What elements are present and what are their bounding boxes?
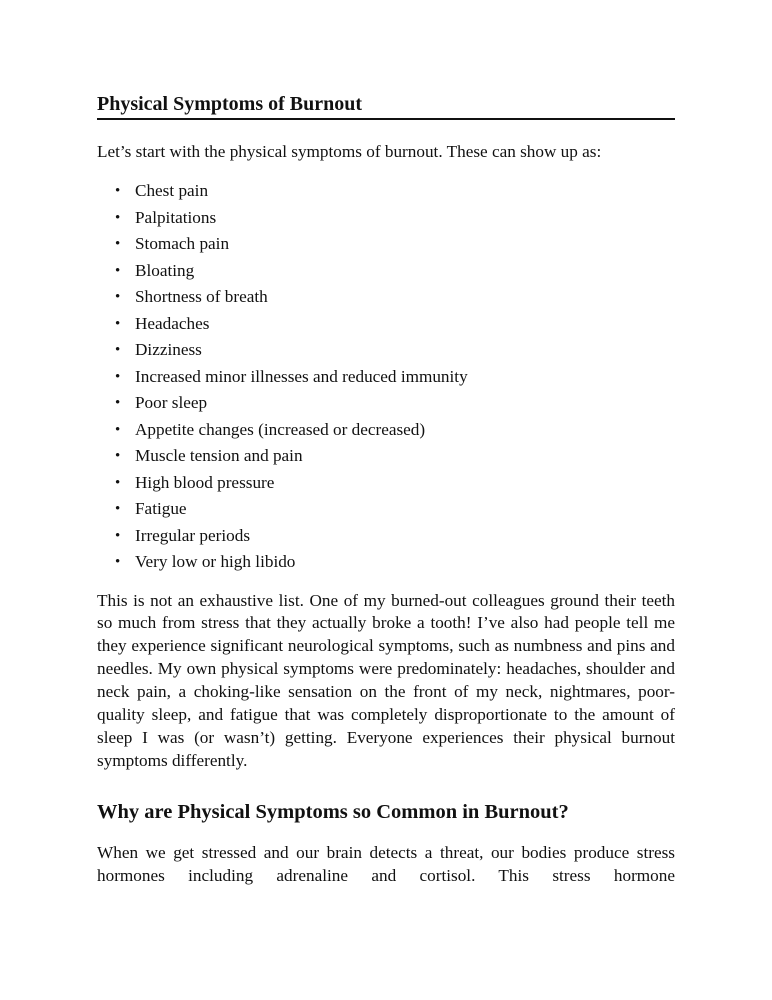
list-item [97, 496, 675, 523]
list-item [97, 205, 675, 232]
bullet-icon: • [115, 236, 121, 252]
list-item [97, 231, 675, 258]
bullet-icon: • [115, 209, 121, 226]
section-heading-physical-symptoms: Physical Symptoms of Burnout [97, 91, 675, 120]
bullet-icon: • [115, 421, 121, 438]
list-item-text: Irregular periods [135, 525, 251, 545]
list-item-text: Increased minor illnesses and reduced immunity [135, 366, 468, 386]
list-item [97, 337, 675, 364]
list-item-text: Dizziness [135, 340, 202, 359]
bullet-icon: • [115, 527, 121, 544]
list-item [97, 470, 675, 497]
bullet-icon: • [115, 501, 121, 517]
list-item [97, 364, 675, 391]
list-item-text: Stomach pain [135, 234, 230, 253]
list-item [97, 417, 675, 444]
list-item [97, 178, 675, 205]
list-item [97, 258, 675, 285]
bullet-icon: • [115, 183, 121, 199]
list-item-text: Bloating [135, 260, 195, 280]
bullet-icon: • [115, 368, 121, 385]
list-item-text: Muscle tension and pain [135, 446, 303, 465]
bullet-icon: • [115, 315, 121, 332]
bullet-icon: • [115, 342, 121, 358]
list-item-text: High blood pressure [135, 472, 275, 492]
list-item-text: Headaches [135, 313, 210, 333]
list-item-text: Palpitations [135, 207, 217, 227]
list-item-text: Very low or high libido [135, 552, 296, 571]
list-item-text: Poor sleep [135, 393, 208, 412]
list-item [97, 390, 675, 417]
list-item [97, 549, 675, 576]
intro-paragraph: Let’s start with the physical symptoms of burnout. These can show up as: [97, 142, 602, 161]
bullet-icon: • [115, 448, 121, 464]
list-item [97, 443, 675, 470]
bullet-icon: • [115, 289, 121, 305]
body-paragraph-1: This is not an exhaustive list. One of my burned-out colleagues ground their teeth so much from stress that they actually broke a tooth! I’ve also had people tell me they experience significant neurological symptoms, such as numbness and pins and needles. My own physical symptoms were predominately: headaches, shoulder and neck pain, a choking-like sensation on the front of my neck, nightmares, poor-quality sleep, and fatigue that was completely disproportionate to the amount of sleep I was (or wasn’t) getting. Everyone experiences their physical burnout symptoms differently. [97, 590, 675, 770]
body-paragraph-2: When we get stressed and our brain detects a threat, our bodies produce stress hormones including adrenaline and cortisol. This stress hormone [97, 842, 675, 885]
list-item-text: Chest pain [135, 181, 209, 200]
list-item [97, 284, 675, 311]
list-item [97, 311, 675, 338]
symptom-list [97, 178, 675, 576]
bullet-icon: • [115, 554, 121, 570]
bullet-icon: • [115, 262, 121, 279]
list-item-text: Appetite changes (increased or decreased) [135, 419, 426, 439]
bullet-icon: • [115, 474, 121, 491]
list-item [97, 523, 675, 550]
section-heading-why-common: Why are Physical Symptoms so Common in Burnout? [97, 800, 569, 823]
list-item-text: Fatigue [135, 499, 187, 518]
document-page [97, 91, 675, 888]
list-item-text: Shortness of breath [135, 287, 268, 306]
bullet-icon: • [115, 395, 121, 411]
